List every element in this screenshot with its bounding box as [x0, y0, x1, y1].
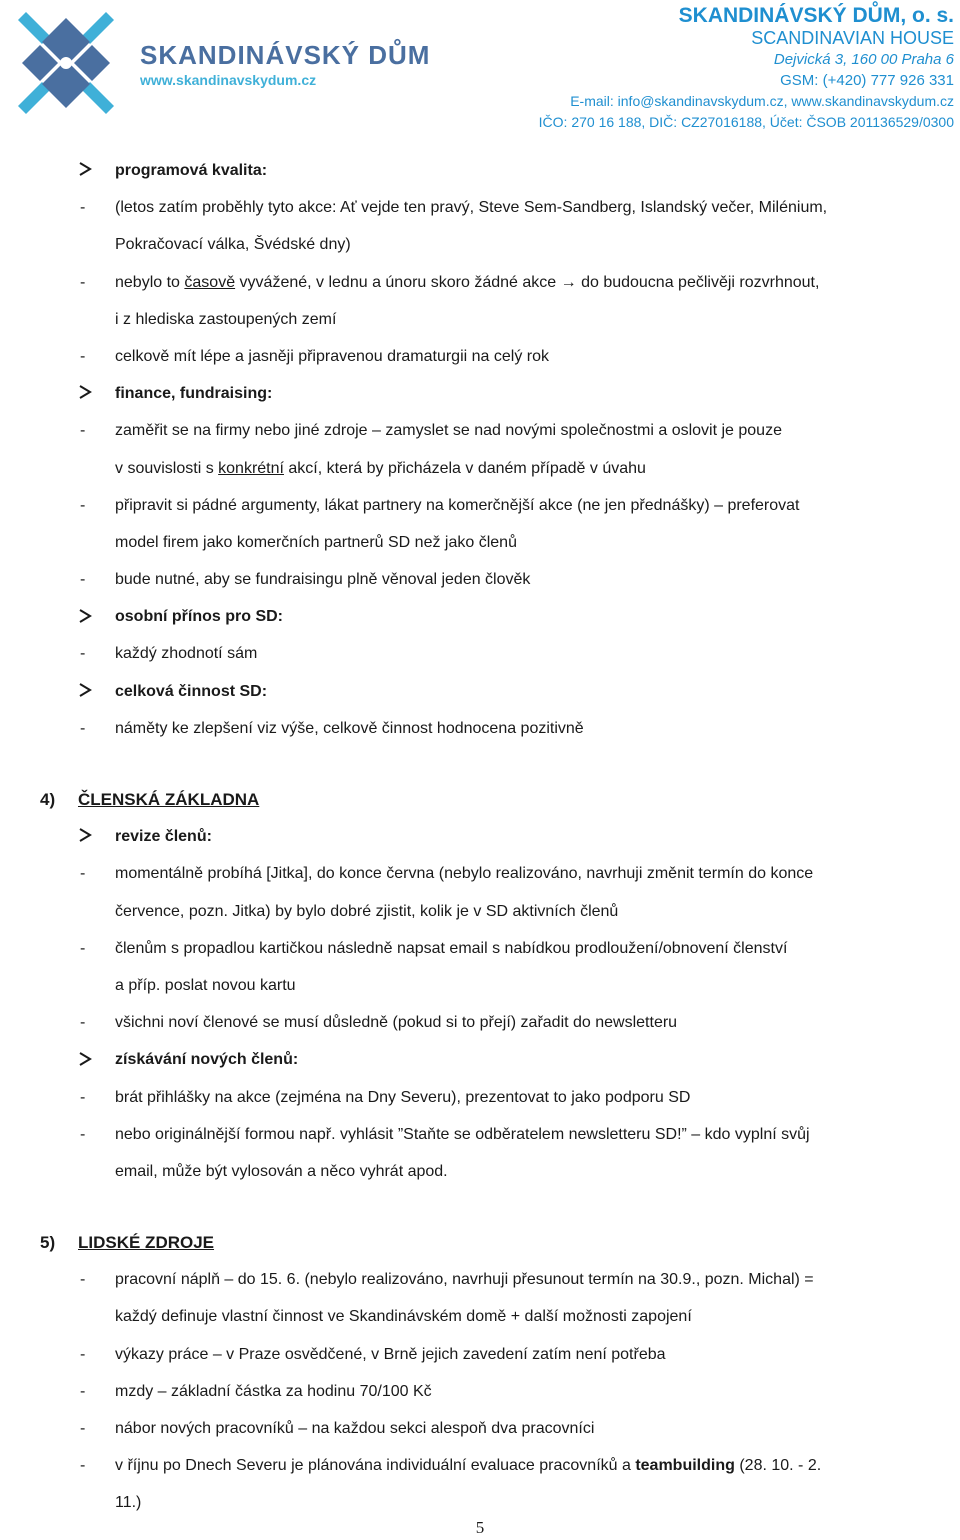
- org-ids: IČO: 270 16 188, DIČ: CZ27016188, Účet: ČSOB 201136529/0300: [538, 114, 954, 130]
- arrow-bullet-icon: [78, 1041, 92, 1078]
- list-item-text: brát přihlášky na akce (zejména na Dny Severu), prezentovat to jako podporu SD: [115, 1088, 691, 1106]
- dash-bullet: -: [80, 1088, 86, 1106]
- dash-bullet: -: [80, 347, 86, 365]
- list-item: [0, 710, 960, 747]
- list-item-continuation: [0, 226, 960, 263]
- dash-bullet: -: [80, 422, 86, 440]
- org-phone: GSM: (+420) 777 926 331: [780, 72, 954, 89]
- list-item-text: bude nutné, aby se fundraisingu plně věnoval jeden člověk: [115, 571, 531, 589]
- arrow-bullet-icon: [78, 598, 92, 635]
- dash-bullet: -: [80, 1014, 86, 1032]
- list-item-text: email, může být vylosován a něco vyhrát apod.: [115, 1162, 448, 1180]
- list-item: [0, 1261, 960, 1298]
- heading-program-quality: programová kvalita:: [115, 162, 268, 179]
- arrow-bullet-icon: [78, 152, 92, 189]
- dash-bullet: -: [80, 719, 86, 737]
- list-item: [0, 930, 960, 967]
- list-item: [0, 1410, 960, 1447]
- list-item: [0, 487, 960, 524]
- bullet-heading: [0, 375, 960, 412]
- list-item-text: [115, 450, 646, 487]
- list-item-text: Pokračovací válka, Švédské dny): [115, 236, 351, 254]
- list-item-text: nebo originálnější formou např. vyhlásit ”Staňte se odběratelem newsletteru SD!” – kdo vyplní svůj: [115, 1125, 810, 1143]
- bullet-heading: [0, 1041, 960, 1078]
- dash-bullet: -: [80, 1457, 86, 1475]
- dash-bullet: -: [80, 571, 86, 589]
- dash-bullet: -: [80, 199, 86, 217]
- list-item: [0, 635, 960, 672]
- dash-bullet: -: [80, 496, 86, 514]
- list-item-text: každý definuje vlastní činnost ve Skandinávském domě + další možnosti zapojení: [115, 1308, 692, 1326]
- list-item-continuation: [0, 1298, 960, 1335]
- logo: [6, 4, 126, 122]
- list-item: [0, 338, 960, 375]
- list-item-text: mzdy – základní částka za hodinu 70/100 Kč: [115, 1382, 432, 1400]
- dash-bullet: -: [80, 1420, 86, 1437]
- org-name-english: SCANDINAVIAN HOUSE: [751, 28, 954, 48]
- list-item-continuation: [0, 301, 960, 338]
- list-item-continuation: [0, 1484, 960, 1521]
- list-item-text: členům s propadlou kartičkou následně napsat email s nabídkou prodloužení/obnovení členství: [115, 939, 788, 957]
- list-item-text: [115, 1447, 821, 1484]
- heading-personal-benefit: osobní přínos pro SD:: [115, 608, 283, 626]
- bold-text: teambuilding: [635, 1457, 735, 1475]
- list-item-text: [115, 264, 819, 301]
- list-item-text: připravit si pádné argumenty, lákat partnery na komerčnější akce (ne jen přednášky) – preferovat: [115, 496, 800, 514]
- dash-bullet: -: [80, 1382, 86, 1400]
- dash-bullet: -: [80, 1125, 86, 1143]
- heading-new-members: získávání nových členů:: [115, 1051, 299, 1069]
- org-name: SKANDINÁVSKÝ DŮM, o. s.: [678, 4, 954, 27]
- text-run: nebylo to: [115, 273, 185, 291]
- list-item: [0, 1336, 960, 1373]
- list-item: [0, 264, 960, 301]
- list-item-text: momentálně probíhá [Jitka], do konce června (nebylo realizováno, navrhuji změnit termín do konce: [115, 865, 814, 883]
- bullet-heading: [0, 152, 960, 189]
- list-item: [0, 1447, 960, 1484]
- list-item-text: výkazy práce – v Praze osvědčené, v Brně jejich zavedení zatím není potřeba: [115, 1345, 666, 1363]
- brand-website: www.skandinavskydum.cz: [140, 72, 317, 88]
- text-run: akcí, která by přicházela v daném případě v úvahu: [283, 459, 646, 477]
- letterhead: [0, 0, 960, 130]
- arrow-bullet-icon: [78, 375, 92, 412]
- list-item-text: zaměřit se na firmy nebo jiné zdroje – zamyslet se nad novými společnostmi a oslovit je pouze: [115, 422, 782, 440]
- underlined-text: časově: [184, 273, 236, 291]
- list-item-text: všichni noví členové se musí důsledně (pokud si to přejí) zařadit do newsletteru: [115, 1014, 678, 1032]
- list-item-text: i z hlediska zastoupených zemí: [115, 310, 337, 328]
- arrow-bullet-icon: [78, 673, 92, 710]
- dash-bullet: -: [80, 1271, 86, 1289]
- section-title-human-resources: LIDSKÉ ZDROJE: [78, 1233, 215, 1253]
- section-number: 5): [40, 1233, 56, 1253]
- list-item: [0, 1116, 960, 1153]
- underlined-text: konkrétní: [218, 459, 284, 477]
- section-heading: [0, 1224, 960, 1261]
- logo-mark-icon: [6, 4, 126, 122]
- list-item-text: model firem jako komerčních partnerů SD než jako členů: [115, 533, 517, 551]
- list-item: [0, 412, 960, 449]
- text-run: v souvislosti s: [115, 459, 219, 477]
- contact-block: [539, 4, 954, 133]
- org-email-web: E-mail: info@skandinavskydum.cz, www.skandinavskydum.cz: [570, 93, 954, 109]
- bullet-heading: [0, 598, 960, 635]
- list-item-text: července, pozn. Jitka) by bylo dobré zjistit, kolik je v SD aktivních členů: [115, 902, 619, 920]
- org-address: Dejvická 3, 160 00 Praha 6: [773, 51, 954, 68]
- list-item: [0, 1004, 960, 1041]
- arrow-bullet-icon: [78, 818, 92, 855]
- list-item-continuation: [0, 450, 960, 487]
- list-item-text: nábor nových pracovníků – na každou sekci alespoň dva pracovníci: [115, 1420, 595, 1437]
- dash-bullet: -: [80, 273, 86, 291]
- list-item-text: a příp. poslat novou kartu: [115, 976, 296, 994]
- section-heading: [0, 781, 960, 818]
- list-item-text: pracovní náplň – do 15. 6. (nebylo realizováno, navrhuji přesunout termín na 30.9., pozn. Michal) =: [115, 1271, 814, 1289]
- dash-bullet: -: [80, 865, 86, 883]
- list-item-continuation: [0, 893, 960, 930]
- list-item-continuation: [0, 524, 960, 561]
- document-body: [0, 152, 960, 1522]
- list-item: [0, 1079, 960, 1116]
- page-number: 5: [475, 1518, 485, 1537]
- list-item-continuation: [0, 967, 960, 1004]
- text-run: v říjnu po Dnech Severu je plánována individuální evaluace pracovníků a: [115, 1457, 636, 1475]
- list-item: [0, 561, 960, 598]
- text-run: (28. 10. - 2.: [734, 1457, 822, 1475]
- list-item-text: (letos zatím proběhly tyto akce: Ať vejde ten pravý, Steve Sem-Sandberg, Islandský večer, Milénium,: [115, 199, 828, 217]
- list-item-text: 11.): [115, 1494, 142, 1512]
- bullet-heading: [0, 673, 960, 710]
- list-item-text: náměty ke zlepšení viz výše, celkově činnost hodnocena pozitivně: [115, 719, 584, 737]
- list-item: [0, 1373, 960, 1410]
- heading-member-review: revize členů:: [115, 828, 212, 846]
- bullet-heading: [0, 818, 960, 855]
- text-run: vyvážené, v lednu a únoru skoro žádné akce → do budoucna pečlivěji rozvrhnout,: [235, 273, 820, 291]
- section-title-membership: ČLENSKÁ ZÁKLADNA: [78, 790, 260, 809]
- list-item-continuation: [0, 1153, 960, 1190]
- brand-name: SKANDINÁVSKÝ DŮM: [140, 40, 431, 70]
- dash-bullet: -: [80, 939, 86, 957]
- list-item: [0, 189, 960, 226]
- heading-overall-activity: celková činnost SD:: [115, 682, 268, 700]
- dash-bullet: -: [80, 1345, 86, 1363]
- list-item: [0, 855, 960, 892]
- dash-bullet: -: [80, 645, 86, 663]
- list-item-text: celkově mít lépe a jasněji připravenou dramaturgii na celý rok: [115, 347, 549, 365]
- heading-finance: finance, fundraising:: [115, 385, 273, 403]
- section-number: 4): [40, 790, 56, 809]
- list-item-text: každý zhodnotí sám: [115, 645, 258, 663]
